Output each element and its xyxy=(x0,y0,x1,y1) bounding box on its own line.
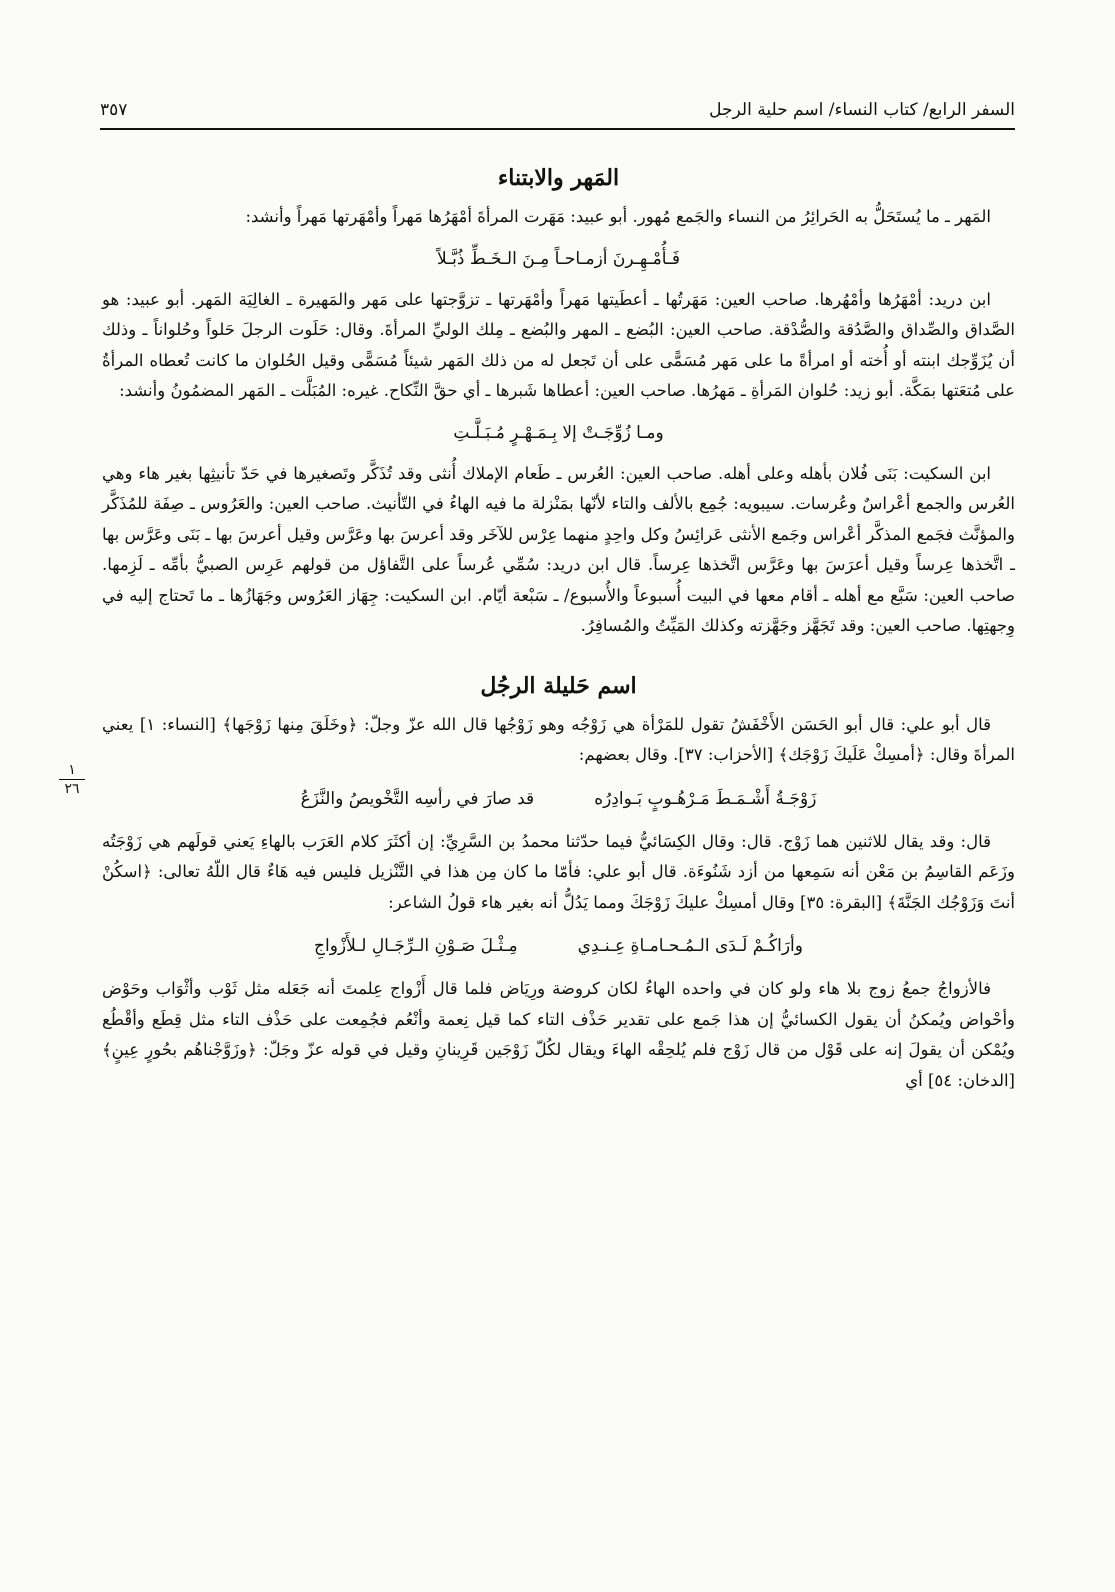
margin-note-numerator: ١ xyxy=(68,762,76,778)
margin-note-denominator: ٢٦ xyxy=(64,781,80,797)
paragraph: المَهر ـ ما يُستَحَلُّ به الحَرائِرُ من النساء والجَمع مُهور. أبو عبيد: مَهَرت المرأةَ أمْهَرُها مَهراً وأمْهَرتها مَهراً وأنشد: xyxy=(245,207,991,226)
paragraph: قال أبو علي: قال أبو الحَسَن الأَخْفَشُ تقول للمَرْأة هي زَوْجُه وهو زَوْجُها قال الله عزّ وجلّ: ﴿وخَلَقَ مِنها زَوْجَها﴾ [النساء: ١] يعني المرأةَ وقال: ﴿أمسِكْ عَلَيكَ زَوْجَك﴾ [الأحزاب: ٣٧]. وقال بعضهم: xyxy=(102,714,1015,764)
poetry-couplet xyxy=(102,781,1015,817)
verse-line: ومـا زُوِّجَـتْ إلا بِـمَـهْـرٍ مُـبَـلَّـتِ xyxy=(453,422,664,443)
page-content xyxy=(102,160,1015,1096)
paragraph: فالأزواجُ جمعُ زوج بلا هاء ولو كان في واحده الهاءُ لكان كروضة ورِيَاض فلما قال أَزْواج عِلمتَ أنه جَعَله مثل ثَوْب وأثْوَاب وحَوْض وأحْواض ويُمكنُ أن يقول الكسائيُّ إن هذا جَمع على تقدير حَذْف التاء كما قيل نِعمة وأنْعُم فجُمِعت على حَذْف التاء مثل قِطَع وأقْطُع ويُمْكن أن يقولَ إنه على قَوْل من قال زَوْج فلم يُلحِقْه الهاءَ ويقال لكُلّ زَوْجَين قَرِينانِ وقيل في قوله عزّ وجَلّ: ﴿وزَوَّجْناهُم بحُورٍ عِينٍ﴾ [الدخان: ٥٤] أي xyxy=(102,979,1015,1090)
running-title: السفر الرابع/ كتاب النساء/ اسم حلية الرجل xyxy=(709,100,1015,120)
running-header xyxy=(100,92,1015,130)
section-title-dowry: المَهر والابتناء xyxy=(497,165,620,191)
poetry-couplet xyxy=(102,928,1015,964)
hemistich-second: قد صارَ في رأسِه التَّخْويصُ والنَّزَعُ xyxy=(300,788,535,809)
page-number: ٣٥٧ xyxy=(100,100,128,120)
margin-note xyxy=(55,762,89,797)
verse-line: فَـأُمْـهِـرنَ أزمـاحـاً مِـنَ الـخَـطِّ ذُبَّـلاً xyxy=(437,248,680,269)
hemistich-first: وأرَاكُـمْ لَـدَى الـمُـحـامـاةِ عِـنـدِي xyxy=(577,936,803,956)
paragraph: قال: وقد يقال للاثنين هما زَوْج. قال: وقال الكِسَائيُّ فيما حدّثنا محمدُ بن السَّرِيِّ: إن أكثَرَ كلام العَرَب بالهاءِ يَعني قولَهم هي زَوْجَتُه وزَعَم القاسِمُ بن مَعْن أنه سَمِعها من أزد شَنُوءَة. قال أبو علي: فأمّا ما كان مِن هذا في التَّنْزيل فليس فيه هَاءٌ قال اللّهُ تعالى: ﴿اسكُنْ أنتَ وَزَوْجُك الجَنَّةَ﴾ [البقرة: ٣٥] وقال أمسِكْ عليكَ زَوْجَكَ ومما يَدُلُّ أنه بغير هاء قولُ الشاعر: xyxy=(102,831,1015,912)
hemistich-second: مِـثْـلَ صَـوْنِ الـرِّجَـالِ لـلأَزْواجِ xyxy=(314,936,518,956)
hemistich-first: زَوْجَـةُ أَشْـمَـطَ مَـرْهُـوبٍ بَـوادِرُه xyxy=(594,788,817,809)
section-spouse xyxy=(102,668,1015,1097)
section-title-spouse: اسم حَليلة الرجُل xyxy=(480,672,637,699)
paragraph: ابن السكيت: بَنَى فُلان بأهله وعلى أهله. صاحب العين: العُرس ـ طَعام الإملاك أُنثى وقد تُذَكَّر وتَصغيرها في حَدّ تأنيثِها بغير هاء وهي العُرس والجمع أعْراسٌ وعُرسات. سيبويه: جُمِع بالألف والتاء لأنّها بمَنْزلة ما فيه الهاءُ في التّأنيث. صاحب العين: والعَرُوس ـ صِفَة للمُذَكَّر والمؤنَّث فجَمع المذكَّر أعْراس وجَمع الأنثى عَرائِسُ وكل واحِدٍ منهما عِرْس للآخَر وقد أعرسَ بها وعَرَّس وقيل أعرسَ بها ـ بَنَى وعَرَّس بها ـ اتَّخذها عِرساً وقيل أعرَسَ بها وعَرَّس اتَّخذها عِرساً. قال ابن دريد: سُمِّي عُرساً على التَّفاؤل من قولهم عَرِس الصبيُّ بأمِّه ـ لَزِمها. صاحب العين: سَبَّع مع أهله ـ أقام معها في البيت أُسبوعاً والأُسبوع/ ـ سَبْعة أيّام. ابن السكيت: جِهَاز العَرُوس وجَهَازُها ـ ما تَحتاج إليه في وِجهتِها. صاحب العين: وقد تَجَهَّز وجَهَّزته وكذلك المَيِّتُ والمُسافِرُ. xyxy=(102,463,1015,635)
margin-note-divider xyxy=(59,779,85,780)
paragraph: ابن دريد: أمْهَرُها وأمْهُرها. صاحب العين: مَهَرتُها ـ أعطَيتها مَهراً وأمْهَرتها ـ تزوَّجتها على مَهر والمَهيرة ـ الغالِيَة المَهر. أبو عبيد: هو الصَّداق والصِّداق والصَّدُقة والصُّدْقة. صاحب العين: البُضع ـ المهر والبُضع ـ مِلك الوليِّ المرأةَ. وقال: حَلَوت الرجلَ حَلواً وحُلواناً ـ وذلك أن يُزَوِّجك ابنته أو أُخته أو امرأةً ما على مَهر مُسَمًّى على أن تَجعل له من ذلك المَهر شيئاً مُسَمًّى وقيل الحُلوان ما كانت تُعطاه المرأةُ على مُتعَتها بمَكَّة. أبو زيد: حُلوان المَرأةِ ـ مَهرُها. صاحب العين: أعطاها شَبرها ـ أي حقَّ النِّكاح. غيره: المُبَلَّت ـ المَهر المضمُونُ وأنشد: xyxy=(102,289,1015,400)
